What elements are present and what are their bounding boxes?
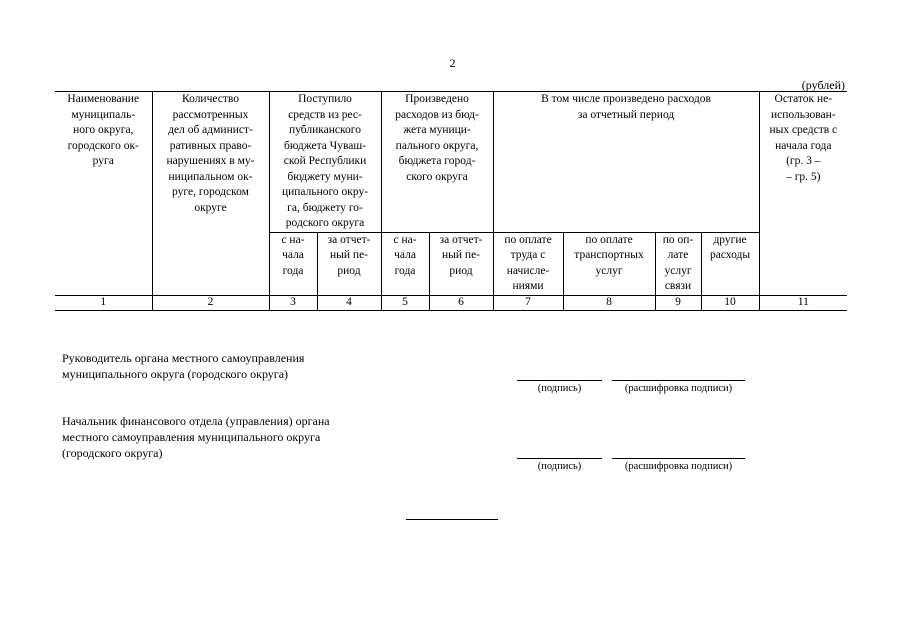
signature-decode-caption: (расшифровка подписи)	[624, 383, 733, 394]
column-number: 7	[493, 295, 563, 310]
header-other: другие расходы	[701, 232, 759, 295]
signature-caption: (подпись)	[537, 461, 582, 472]
header-remainder: Остаток не- использован- ных средств с начала года (гр. 3 – – гр. 5)	[759, 92, 847, 296]
header-transport: по оплате транспортных услуг	[563, 232, 655, 295]
column-number: 10	[701, 295, 759, 310]
column-number-row	[55, 295, 847, 310]
signature-caption: (подпись)	[537, 383, 582, 394]
header-including: В том числе произведено расходов за отчетный период	[493, 92, 759, 233]
column-number: 3	[269, 295, 317, 310]
signature-decode-line	[612, 380, 745, 381]
column-number: 11	[759, 295, 847, 310]
header-communication: по оп- лате услуг связи	[655, 232, 701, 295]
end-separator-line	[406, 519, 498, 520]
header-received: Поступило средств из рес- публиканского бюджета Чуваш- ской Республики бюджету муни- ципального окру- га, бюджету го- родского округа	[269, 92, 381, 233]
column-number: 1	[55, 295, 152, 310]
header-labor: по оплате труда с начисле- ниями	[493, 232, 563, 295]
header-spent: Произведено расходов из бюд- жета муници- пального округа, бюджета город- ского округа	[381, 92, 493, 233]
signature-decode-caption: (расшифровка подписи)	[624, 461, 733, 472]
signature-line	[517, 380, 602, 381]
header-count: Количество рассмотренных дел об админист- ративных право- нарушениях в му- ниципальном ок- руге, городском округе	[152, 92, 269, 296]
signature-line	[517, 458, 602, 459]
column-number: 6	[429, 295, 493, 310]
column-number: 4	[317, 295, 381, 310]
report-table	[55, 91, 847, 311]
column-number: 8	[563, 295, 655, 310]
page-number: 2	[449, 56, 456, 70]
signature-title-finance: Начальник финансового отдела (управления) органа местного самоуправления муниципального округа (городского округа)	[62, 414, 330, 460]
header-received-period: за отчет- ный пе- риод	[317, 232, 381, 295]
header-spent-from-start: с на- чала года	[381, 232, 429, 295]
header-spent-period: за отчет- ный пе- риод	[429, 232, 493, 295]
signature-decode-line	[612, 458, 745, 459]
column-number: 2	[152, 295, 269, 310]
header-received-from-start: с на- чала года	[269, 232, 317, 295]
signature-title-head: Руководитель органа местного самоуправления муниципального округа (городского округа)	[62, 351, 305, 381]
unit-note: (рублей)	[801, 78, 845, 92]
table-header-row	[55, 92, 847, 233]
column-number: 9	[655, 295, 701, 310]
header-name: Наименование муниципаль- ного округа, городского ок- руга	[55, 92, 152, 296]
column-number: 5	[381, 295, 429, 310]
